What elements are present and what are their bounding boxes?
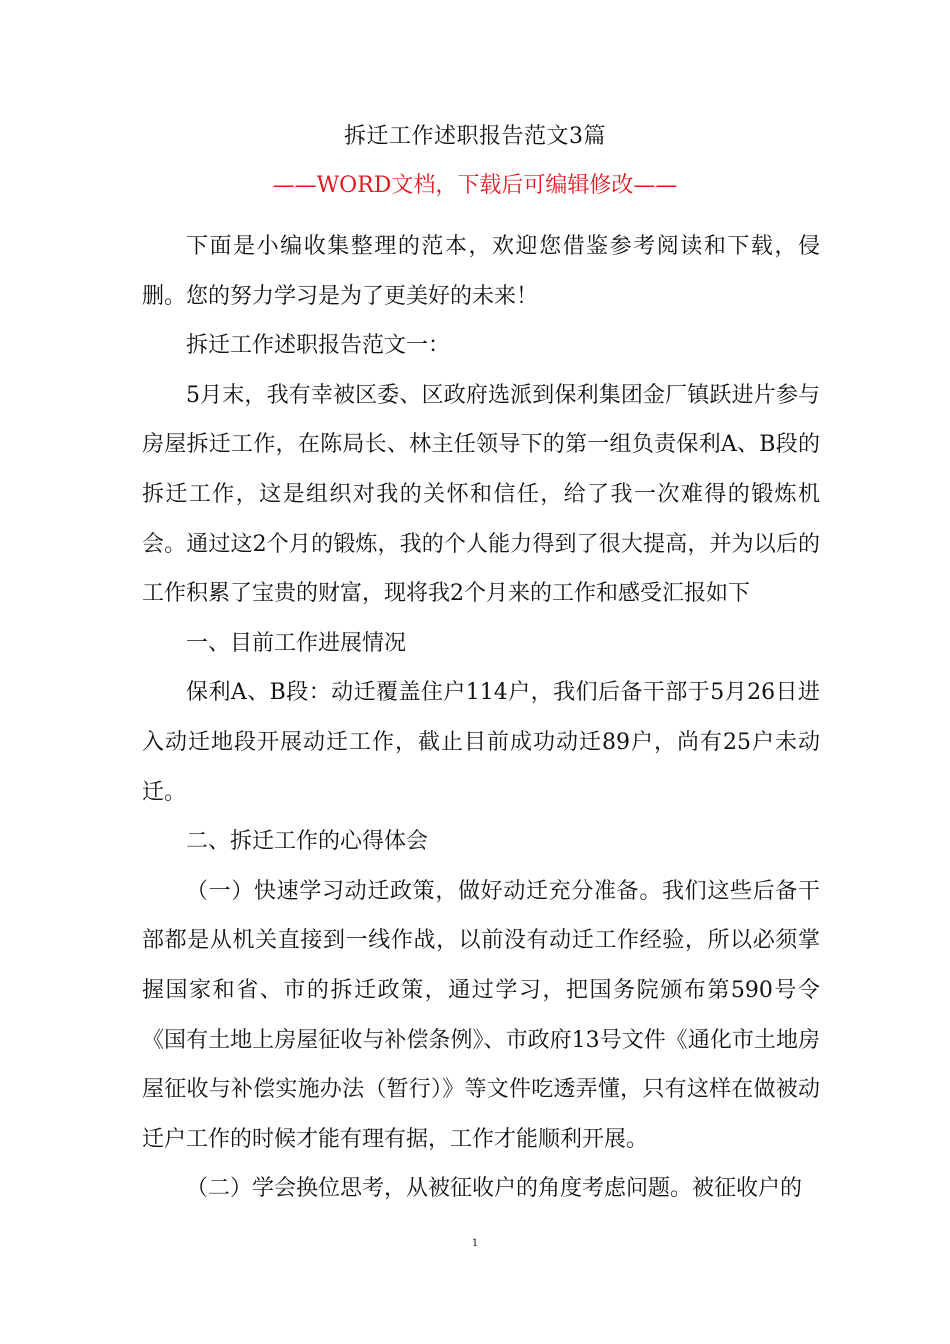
- paragraph-section-two-heading: 二、拆迁工作的心得体会: [186, 829, 429, 855]
- paragraph-section-one-heading: 一、目前工作进展情况: [186, 630, 407, 656]
- page-number: 1: [471, 1238, 479, 1249]
- paragraph-intro: 下面是小编收集整理的范本，欢迎您借鉴参考阅读和下载，侵删。您的努力学习是为了更美好的未来！: [142, 234, 820, 309]
- paragraph-heading-sample-one: 拆迁工作述职报告范文一：: [186, 333, 451, 359]
- document-subtitle: ——WORD文档，下载后可编辑修改——: [272, 173, 678, 198]
- paragraph-progress: 保利A、B段：动迁覆盖住户114户，我们后备干部于5月26日进入动迁地段开展动迁工作，截止目前成功动迁89户，尚有25户未动迁。: [142, 680, 820, 805]
- paragraph-empathy: （二）学会换位思考，从被征收户的角度考虑问题。被征收户的: [186, 1176, 803, 1202]
- paragraph-background: 5月末，我有幸被区委、区政府选派到保利集团金厂镇跃进片参与房屋拆迁工作，在陈局长、林主任领导下的第一组负责保利A、B段的拆迁工作，这是组织对我的关怀和信任，给了我一次难得的锻炼机会。通过这2个月的锻炼，我的个人能力得到了很大提高，并为以后的工作积累了宝贵的财富，现将我2个月来的工作和感受汇报如下: [142, 382, 820, 607]
- paragraph-policy-study: （一）快速学习动迁政策，做好动迁充分准备。我们这些后备干部都是从机关直接到一线作战，以前没有动迁工作经验，所以必须掌握国家和省、市的拆迁政策，通过学习，把国务院颁布第590号令《国有土地上房屋征收与补偿条例》、市政府13号文件《通化市土地房屋征收与补偿实施办法（暂行）》等文件吃透弄懂，只有这样在做被动迁户工作的时候才能有理有据，工作才能顺利开展。: [142, 878, 820, 1152]
- document-title: 拆迁工作述职报告范文3篇: [344, 124, 606, 149]
- document-body: [142, 222, 820, 1214]
